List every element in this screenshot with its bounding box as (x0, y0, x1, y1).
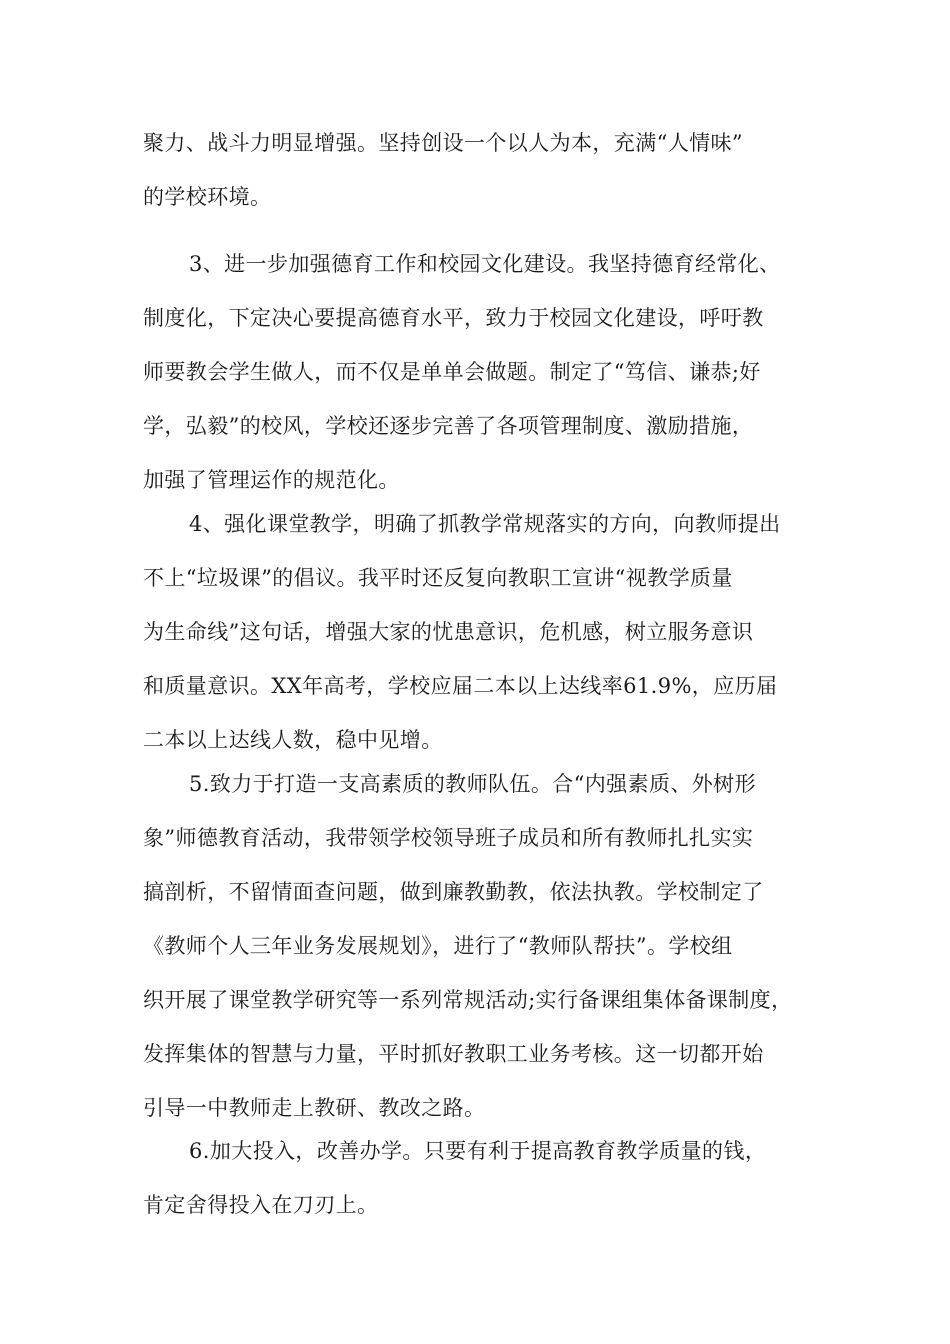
text-line: 搞剖析，不留情面查问题，做到廉教勤教，依法执教。学校制定了 (143, 880, 764, 904)
text-line: 《教师个人三年业务发展规划》，进行了“教师队帮扶”。学校组 (143, 934, 733, 958)
text-line: 引导一中教师走上教研、教改之路。 (143, 1096, 486, 1120)
text-line: 发挥集体的智慧与力量，平时抓好教职工业务考核。这一切都开始 (143, 1042, 764, 1066)
text-line: 二本以上达线人数，稳中见增。 (143, 728, 443, 752)
text-line: 师要教会学生做人，而不仅是单单会做题。制定了“笃信、谦恭;好 (143, 360, 761, 384)
text-line: 制度化，下定决心要提高德育水平，致力于校园文化建设，呼吁教 (143, 306, 764, 330)
text-line: 加强了管理运作的规范化。 (143, 468, 400, 492)
text-line: 学，弘毅”的校风，学校还逐步完善了各项管理制度、激励措施， (143, 414, 754, 438)
text-line: 4、强化课堂教学，明确了抓教学常规落实的方向，向教师提出 (189, 512, 781, 536)
text-line: 3、进一步加强德育工作和校园文化建设。我坚持德育经常化、 (189, 252, 781, 276)
text-line: 不上“垃圾课”的倡议。我平时还反复向教职工宣讲“视教学质量 (143, 566, 733, 590)
paragraph-4 (143, 497, 823, 767)
paragraph-3 (143, 237, 823, 507)
paragraph-continuation (143, 116, 823, 224)
text-line: 肯定舍得投入在刀刃上。 (143, 1193, 379, 1217)
text-line: 和质量意识。XX年高考，学校应届二本以上达线率61.9%，应历届 (143, 674, 778, 698)
text-line: 5.致力于打造一支高素质的教师队伍。合“内强素质、外树形 (189, 772, 756, 796)
text-line: 的学校环境。 (143, 185, 272, 209)
paragraph-5 (143, 757, 823, 1135)
text-line: 为生命线”这句话，增强大家的忧患意识，危机感，树立服务意识 (143, 620, 754, 644)
text-line: 织开展了课堂教学研究等一系列常规活动;实行备课组集体备课制度， (143, 988, 793, 1012)
text-line: 6.加大投入，改善办学。只要有利于提高教育教学质量的钱， (189, 1139, 767, 1163)
text-line: 象”师德教育活动，我带领学校领导班子成员和所有教师扎扎实实 (143, 826, 754, 850)
paragraph-6 (143, 1124, 823, 1232)
text-line: 聚力、战斗力明显增强。坚持创设一个以人为本，充满“人情味” (143, 131, 744, 155)
